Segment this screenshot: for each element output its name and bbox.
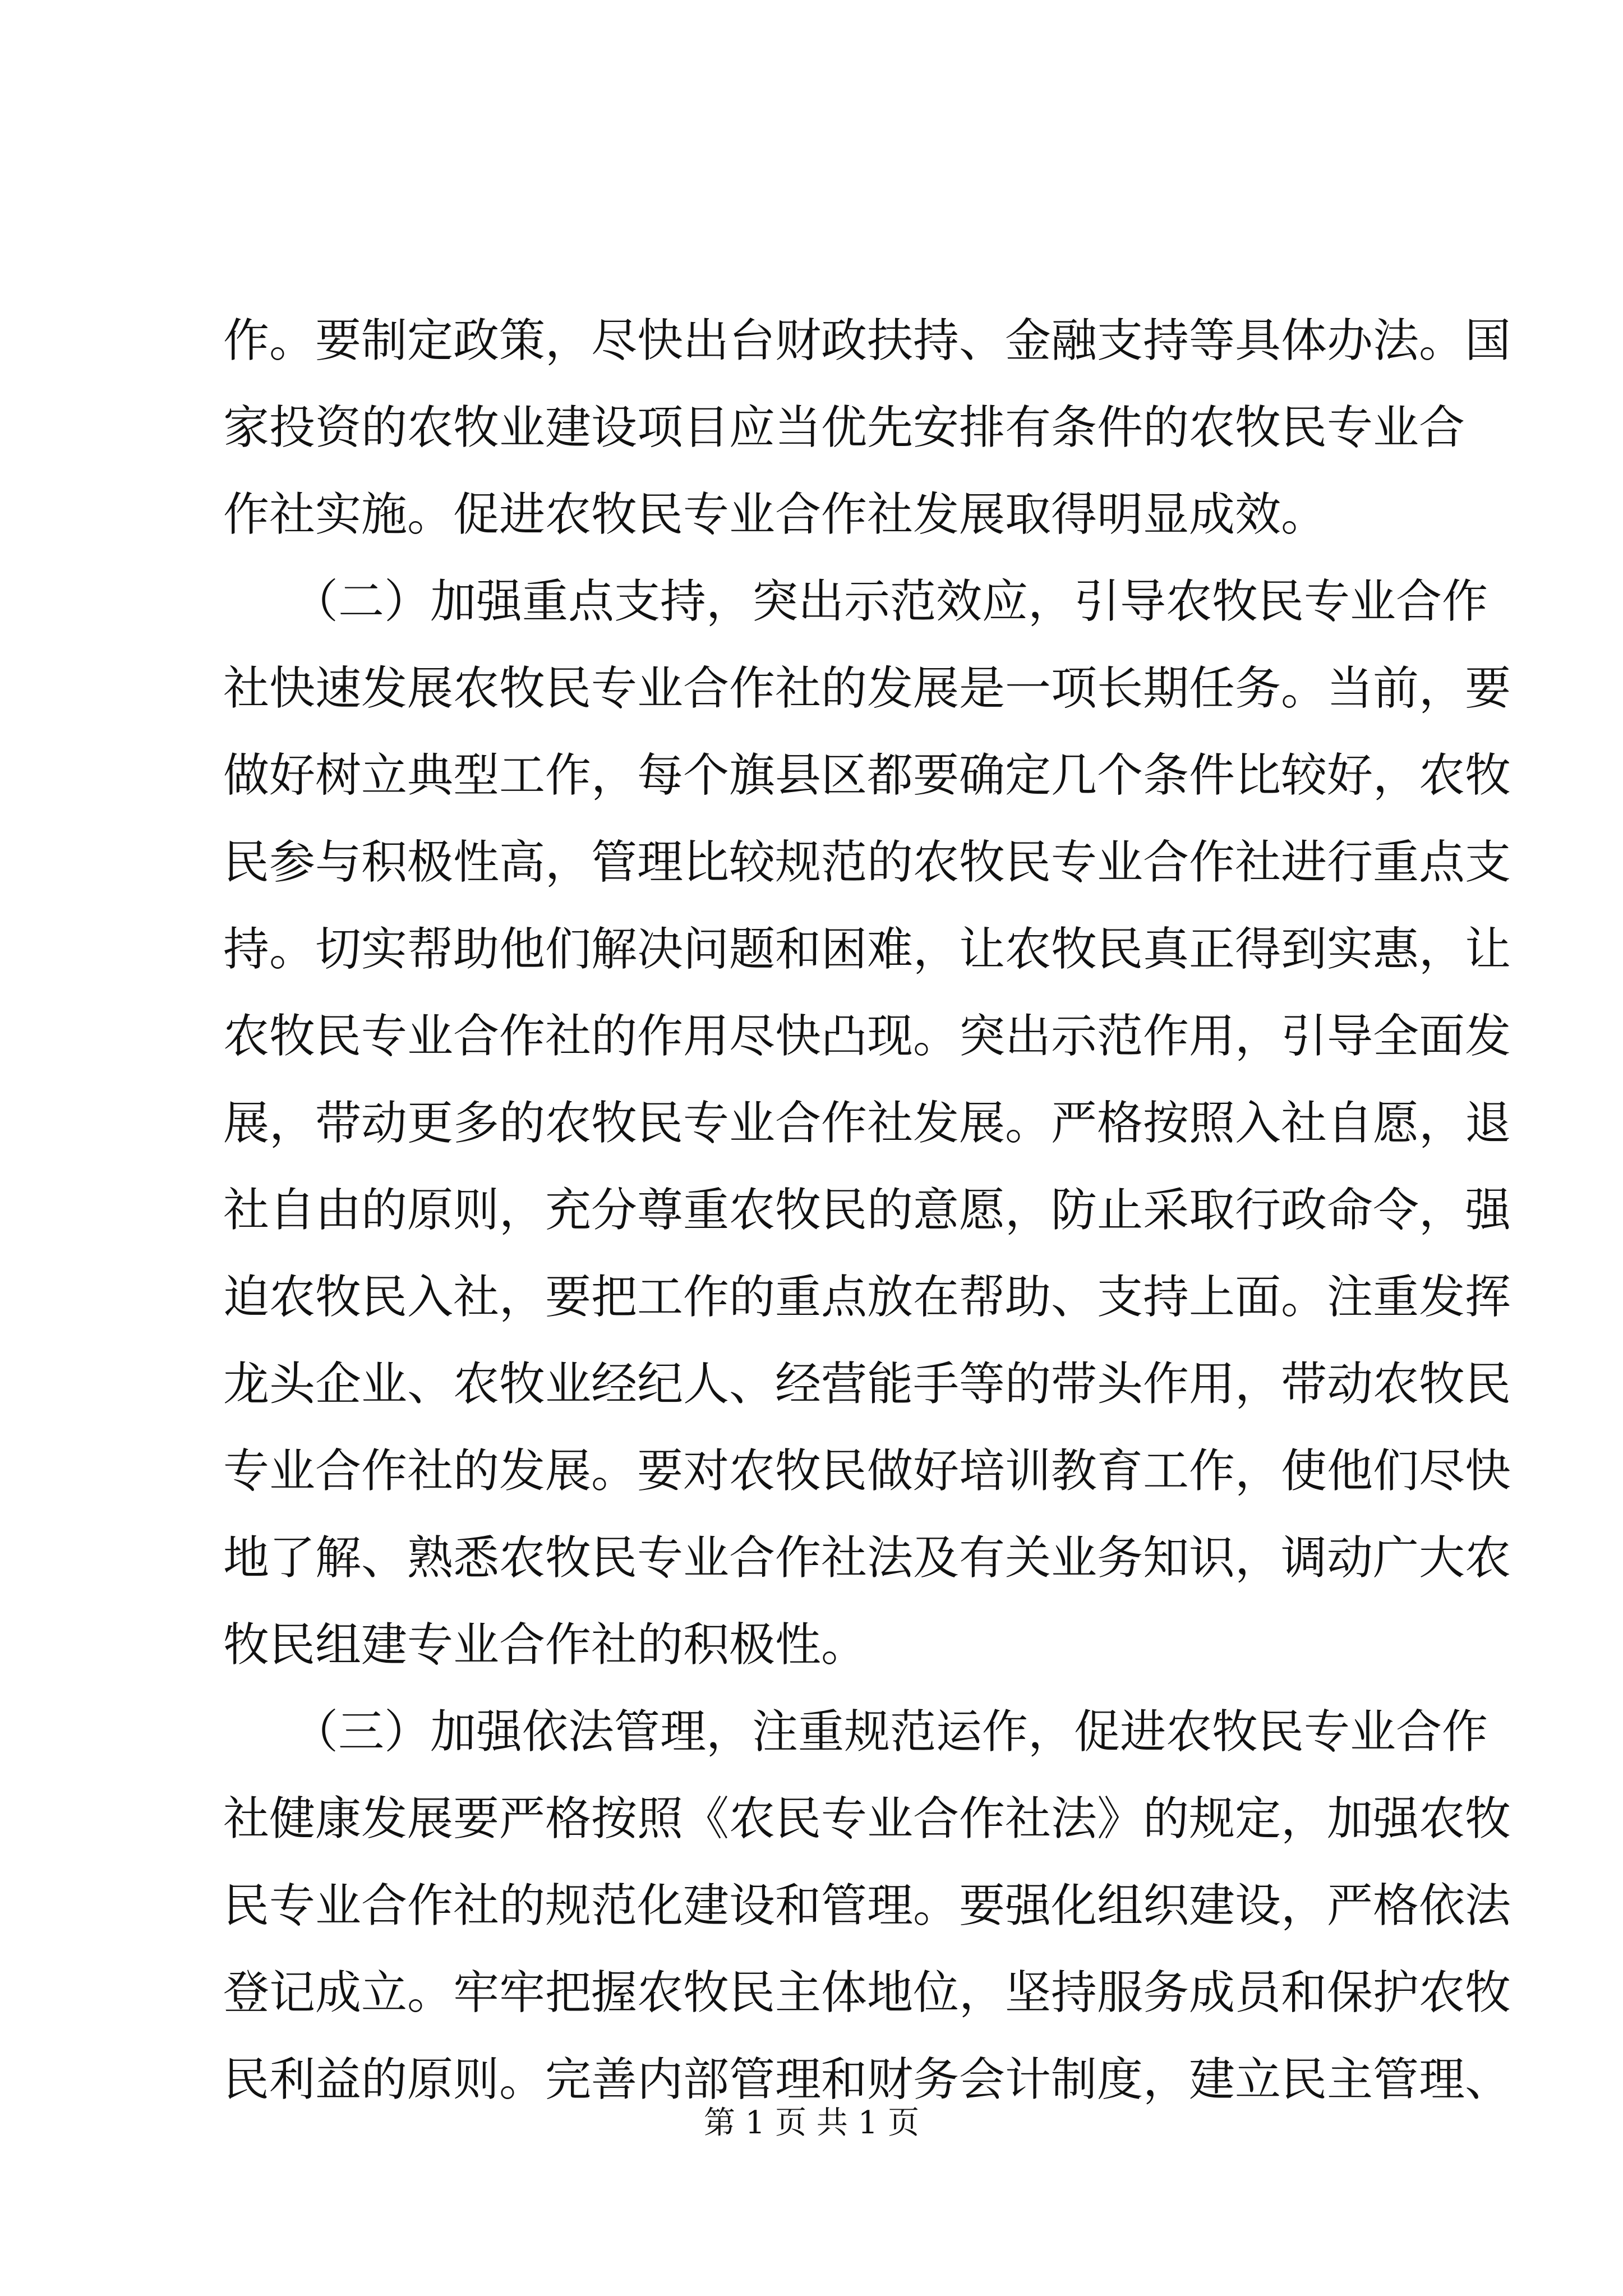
text-line: 社自由的原则，充分尊重农牧民的意愿，防止采取行政命令，强 [223,1184,1511,1237]
text-line: 家投资的农牧业建设项目应当优先安排有条件的农牧民专业合 [223,401,1465,454]
text-line: 农牧民专业合作社的作用尽快凸现。突出示范作用，引导全面发 [223,1010,1511,1063]
text-line: 民利益的原则。完善内部管理和财务会计制度，建立民主管理、 [223,2053,1511,2106]
text-line: 持。切实帮助他们解决问题和困难，让农牧民真正得到实惠，让 [223,923,1511,976]
text-line: 专业合作社的发展。要对农牧民做好培训教育工作，使他们尽快 [223,1444,1511,1498]
text-line: （三）加强依法管理，注重规范运作，促进农牧民专业合作 [223,1705,1488,1759]
text-line: 民参与积极性高，管理比较规范的农牧民专业合作社进行重点支 [223,836,1511,889]
text-line: 迫农牧民入社，要把工作的重点放在帮助、支持上面。注重发挥 [223,1271,1511,1324]
text-line: 做好树立典型工作，每个旗县区都要确定几个条件比较好，农牧 [223,749,1511,802]
text-line: 地了解、熟悉农牧民专业合作社法及有关业务知识，调动广大农 [223,1531,1511,1585]
text-line: 展，带动更多的农牧民专业合作社发展。严格按照入社自愿，退 [223,1097,1511,1150]
text-line: 登记成立。牢牢把握农牧民主体地位，坚持服务成员和保护农牧 [223,1966,1511,2019]
text-line: 民专业合作社的规范化建设和管理。要强化组织建设，严格依法 [223,1879,1511,1932]
text-line: 作。要制定政策，尽快出台财政扶持、金融支持等具体办法。国 [223,314,1511,367]
text-line: 社健康发展要严格按照《农民专业合作社法》的规定，加强农牧 [223,1792,1511,1846]
text-line: 社快速发展农牧民专业合作社的发展是一项长期任务。当前，要 [223,662,1511,715]
text-line: 龙头企业、农牧业经纪人、经营能手等的带头作用，带动农牧民 [223,1358,1511,1411]
page-number: 第 1 页 共 1 页 [703,2105,920,2141]
page-footer [0,2101,1623,2146]
text-line: 作社实施。促进农牧民专业合作社发展取得明显成效。 [223,488,1327,541]
text-line: 牧民组建专业合作社的积极性。 [223,1618,868,1672]
text-line: （二）加强重点支持，突出示范效应，引导农牧民专业合作 [223,575,1488,628]
document-body [223,297,1511,2123]
